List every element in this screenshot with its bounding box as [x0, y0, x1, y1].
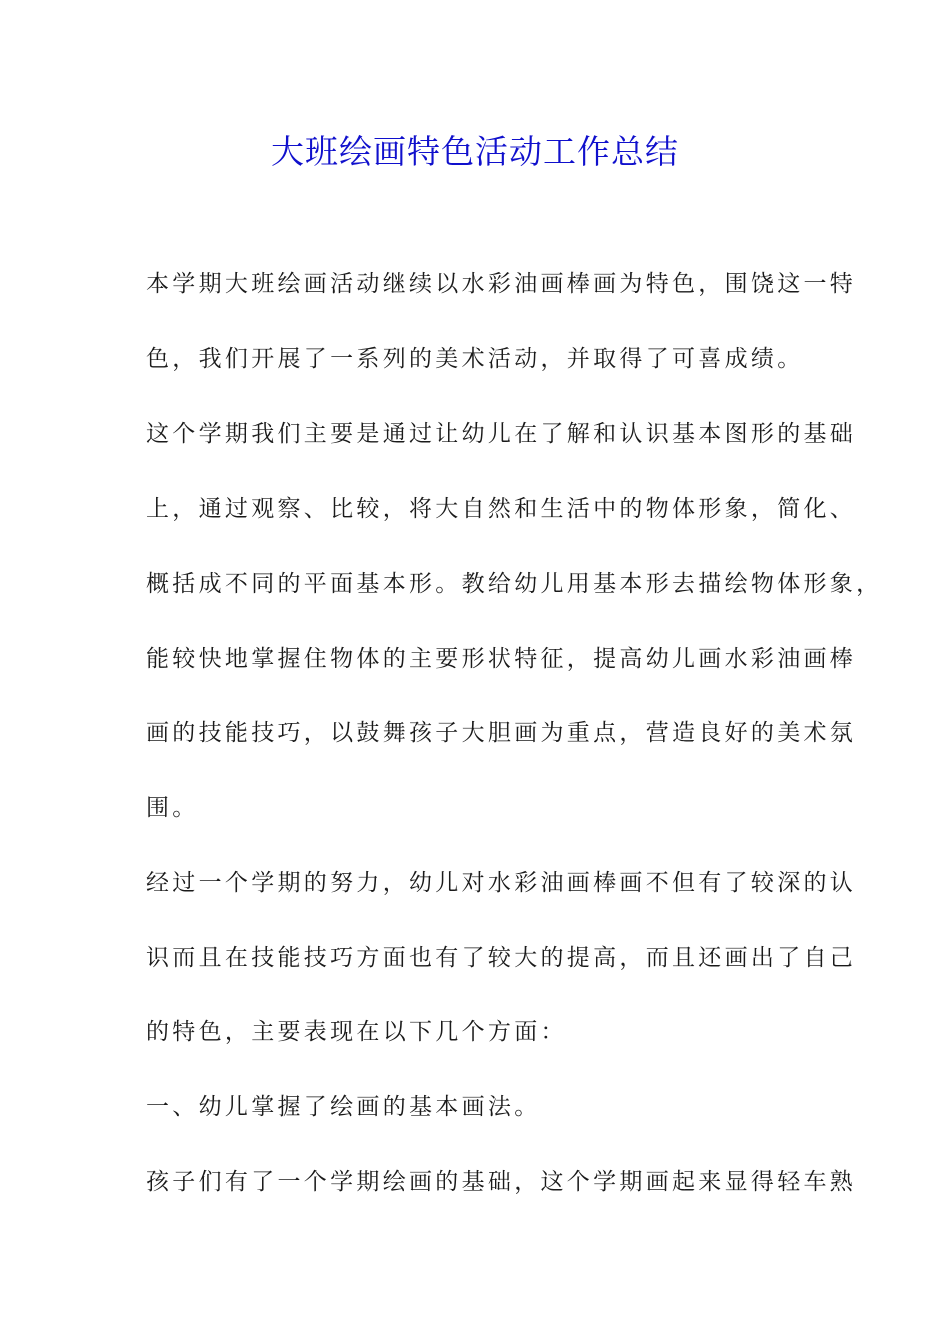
- paragraph-1-line-2: 色，我们开展了一系列的美术活动，并取得了可喜成绩。: [146, 346, 804, 372]
- paragraph-2-line-2: 上，通过观察、比较，将大自然和生活中的物体形象，简化、: [146, 496, 857, 522]
- section-heading-1: 一、幼儿掌握了绘画的基本画法。: [146, 1094, 541, 1120]
- document-title: 大班绘画特色活动工作总结: [271, 132, 679, 171]
- paragraph-3-line-3: 的特色，主要表现在以下几个方面：: [146, 1019, 567, 1045]
- paragraph-3-line-2: 识而且在技能技巧方面也有了较大的提高，而且还画出了自己: [146, 945, 857, 971]
- paragraph-2-line-6: 围。: [146, 795, 199, 821]
- paragraph-4-line-1: 孩子们有了一个学期绘画的基础，这个学期画起来显得轻车熟: [146, 1169, 857, 1195]
- paragraph-2-line-4: 能较快地掌握住物体的主要形状特征，提高幼儿画水彩油画棒: [146, 646, 857, 672]
- paragraph-3-line-1: 经过一个学期的努力，幼儿对水彩油画棒画不但有了较深的认: [146, 870, 857, 896]
- paragraph-1-line-1: 本学期大班绘画活动继续以水彩油画棒画为特色，围饶这一特: [146, 271, 857, 297]
- paragraph-2-line-5: 画的技能技巧，以鼓舞孩子大胆画为重点，营造良好的美术氛: [146, 720, 857, 746]
- paragraph-2-line-1: 这个学期我们主要是通过让幼儿在了解和认识基本图形的基础: [146, 421, 857, 447]
- paragraph-2-line-3: 概括成不同的平面基本形。教给幼儿用基本形去描绘物体形象，: [146, 571, 883, 597]
